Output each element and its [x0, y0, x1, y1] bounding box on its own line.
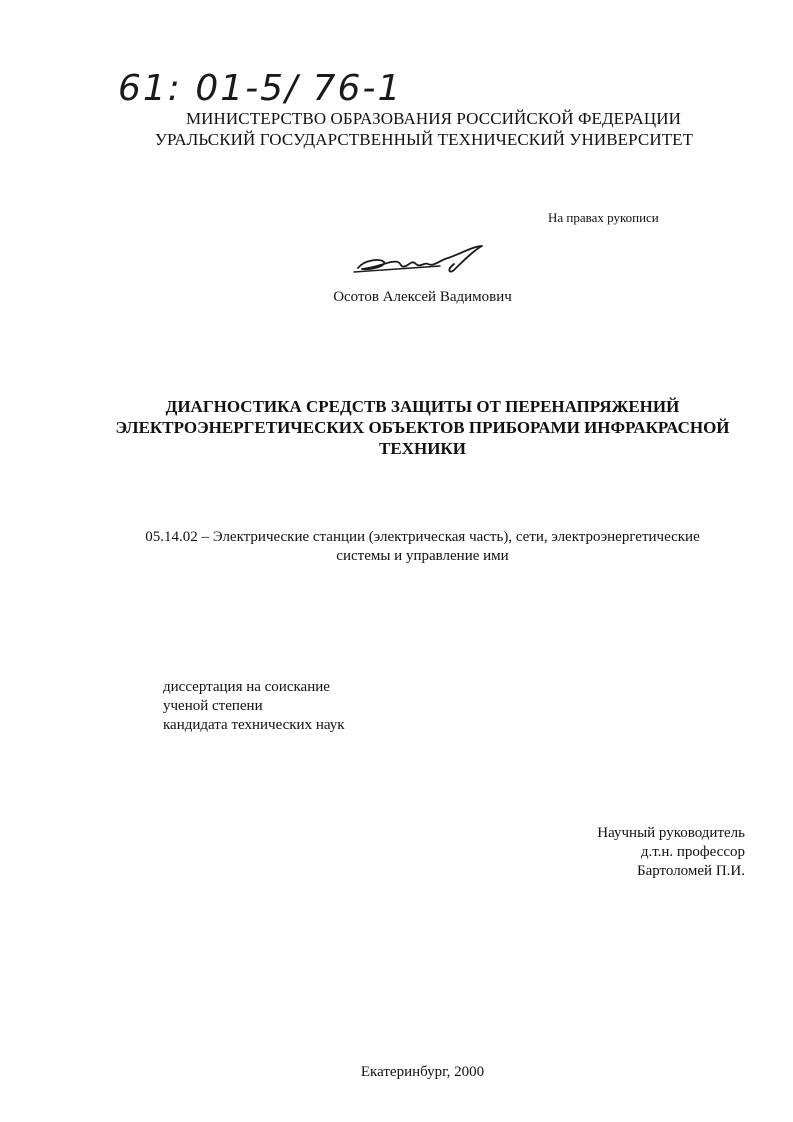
- degree-line-3: кандидата технических наук: [163, 717, 345, 733]
- rights-note: На правах рукописи: [548, 210, 659, 225]
- dissertation-title: [0, 396, 793, 459]
- supervisor-role: Научный руководитель: [597, 825, 745, 841]
- degree-line-2: ученой степени: [163, 698, 263, 714]
- university-heading: УРАЛЬСКИЙ ГОСУДАРСТВЕННЫЙ ТЕХНИЧЕСКИЙ УНИВЕРСИТЕТ: [154, 130, 694, 149]
- degree-statement: [163, 678, 345, 735]
- author-name: Осотов Алексей Вадимович: [333, 289, 512, 305]
- supervisor-name: Бартоломей П.И.: [636, 863, 745, 879]
- specialty-line-2: системы и управление ими: [336, 548, 509, 564]
- place-and-year: Екатеринбург, 2000: [360, 1064, 485, 1080]
- specialty-line-1: 05.14.02 – Электрические станции (электрическая часть), сети, электроэнергетические: [145, 529, 700, 545]
- ministry-heading: МИНИСТЕРСТВО ОБРАЗОВАНИЯ РОССИЙСКОЙ ФЕДЕРАЦИИ: [185, 109, 682, 128]
- handwritten-archive-code: 61: 01-5/ 76-1: [118, 68, 403, 109]
- title-line-3: ТЕХНИКИ: [379, 439, 466, 458]
- degree-line-1: диссертация на соискание: [163, 679, 330, 695]
- author-signature: [350, 240, 490, 280]
- specialty-code: [0, 528, 793, 566]
- title-line-2: ЭЛЕКТРОЭНЕРГЕТИЧЕСКИХ ОБЪЕКТОВ ПРИБОРАМИ ИНФРАКРАСНОЙ: [115, 418, 730, 437]
- title-line-1: ДИАГНОСТИКА СРЕДСТВ ЗАЩИТЫ ОТ ПЕРЕНАПРЯЖЕНИЙ: [165, 397, 680, 416]
- supervisor-rank: д.т.н. профессор: [640, 844, 745, 860]
- supervisor-block: [597, 824, 745, 881]
